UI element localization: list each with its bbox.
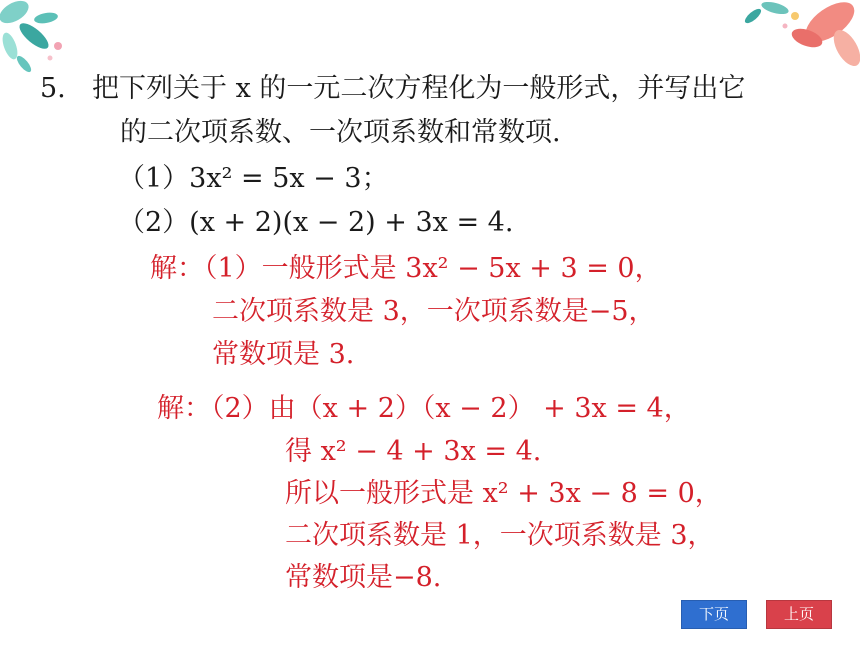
- solution-2-line-1: 解：（2）由（x + 2）（x − 2） + 3x = 4，: [157, 393, 691, 424]
- question-part-2: （2）(x + 2)(x − 2) + 3x = 4.: [118, 207, 514, 238]
- solution-2-line-2: 得 x² − 4 + 3x = 4.: [285, 436, 542, 467]
- question-line-2: 的二次项系数、一次项系数和常数项.: [120, 117, 561, 148]
- solution-1-line-3: 常数项是 3.: [212, 339, 355, 370]
- solution-2-line-5: 常数项是−8.: [285, 562, 442, 593]
- question-number: 5.: [40, 73, 66, 104]
- solution-1-line-2: 二次项系数是 3，一次项系数是−5，: [212, 296, 656, 327]
- next-page-button[interactable]: 下页: [681, 600, 747, 629]
- solution-1-line-1: 解：（1）一般形式是 3x² − 5x + 3 = 0，: [150, 253, 662, 284]
- question-line-1: 把下列关于 x 的一元二次方程化为一般形式，并写出它: [92, 73, 746, 104]
- top-right-floral-icon: [735, 0, 860, 80]
- solution-2-line-3: 所以一般形式是 x² + 3x − 8 = 0，: [285, 478, 722, 509]
- solution-2-line-4: 二次项系数是 1，一次项系数是 3，: [285, 520, 715, 551]
- prev-page-button[interactable]: 上页: [766, 600, 832, 629]
- question-part-1: （1）3x² = 5x − 3；: [118, 163, 389, 194]
